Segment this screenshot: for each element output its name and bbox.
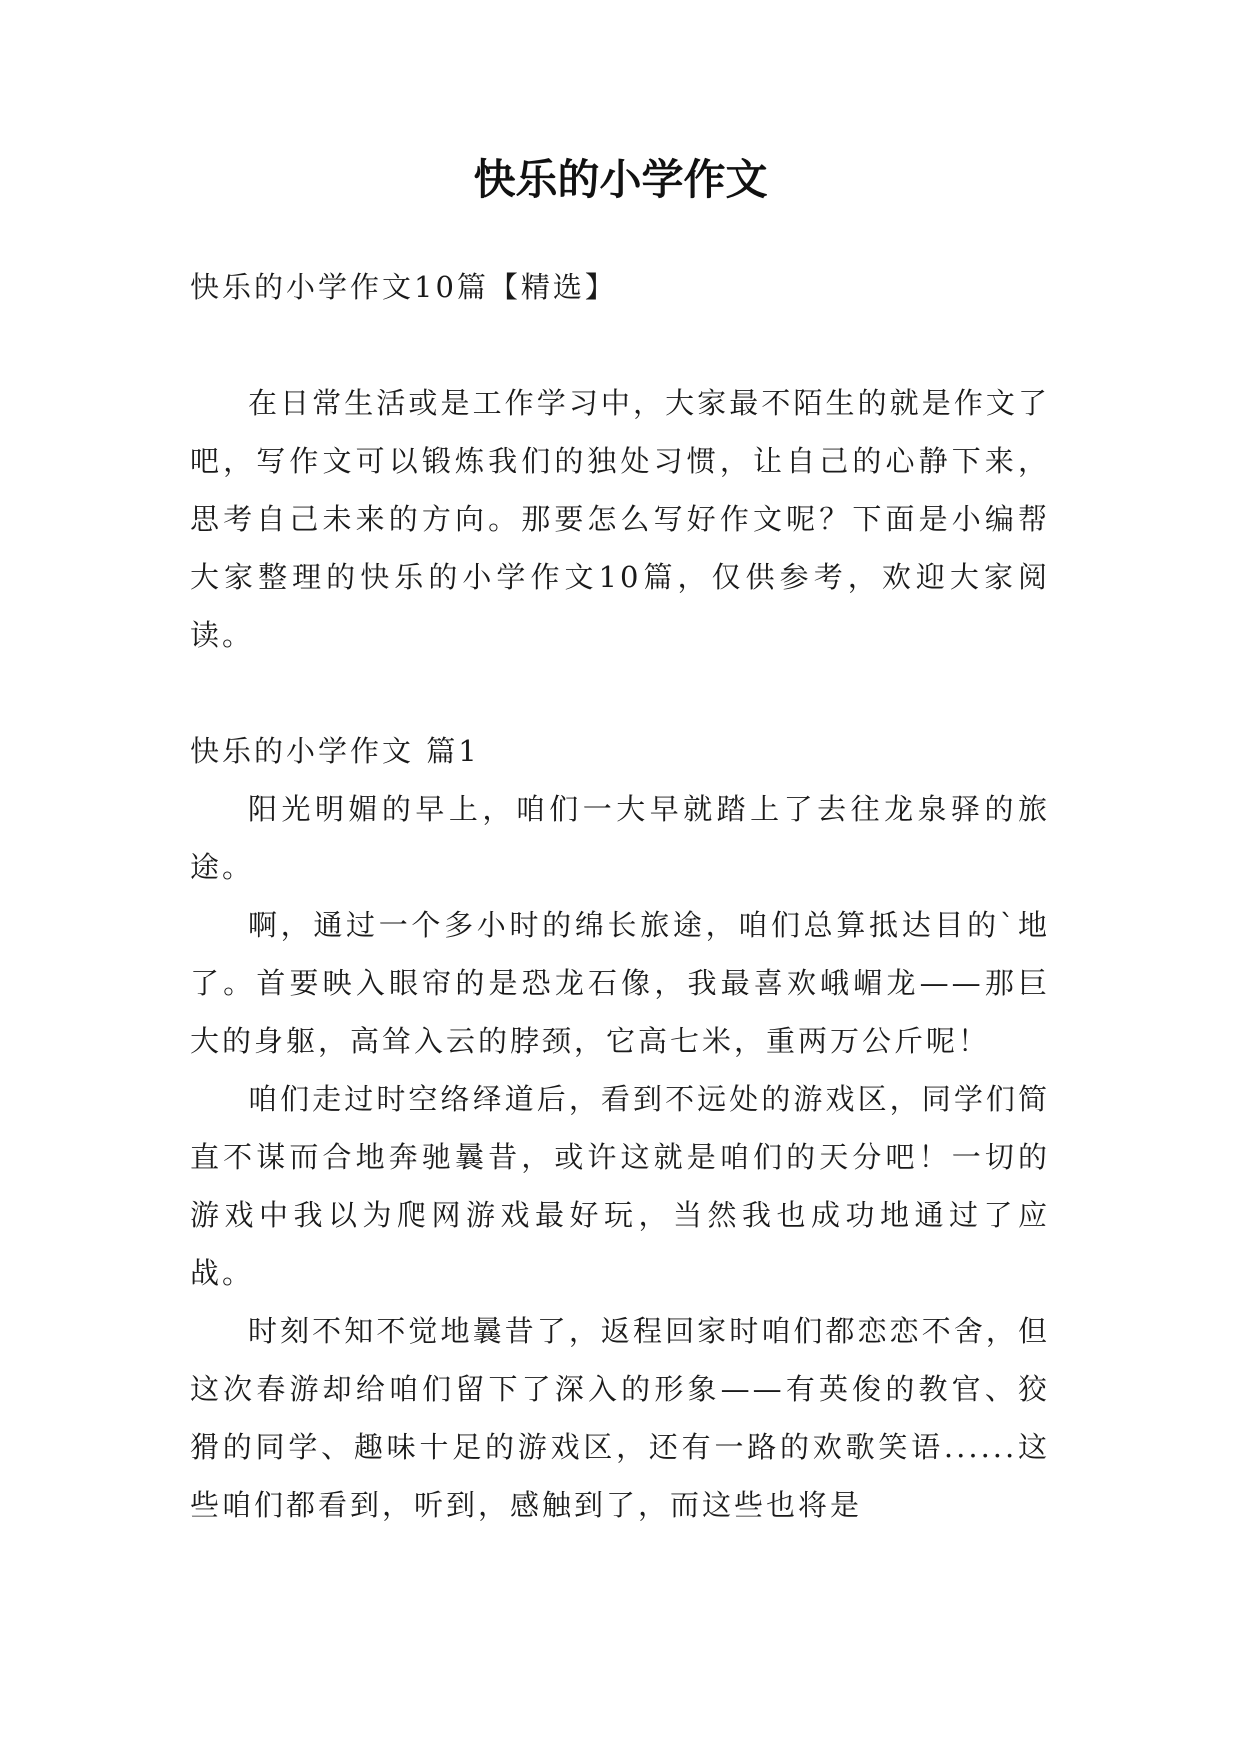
body-paragraph: 啊，通过一个多小时的绵长旅途，咱们总算抵达目的`地了。首要映入眼帘的是恐龙石像，我最喜欢峨嵋龙——那巨大的身躯，高耸入云的脖颈，它高七米，重两万公斤呢！	[190, 908, 1050, 1058]
body-paragraph: 咱们走过时空络绎道后，看到不远处的游戏区，同学们简直不谋而合地奔驰曩昔，或许这就是咱们的天分吧！一切的游戏中我以为爬网游戏最好玩，当然我也成功地通过了应战。	[190, 1082, 1050, 1290]
document-subtitle: 快乐的小学作文10篇【精选】	[190, 270, 617, 304]
spacer	[190, 316, 1050, 374]
intro-paragraph: 在日常生活或是工作学习中，大家最不陌生的就是作文了吧，写作文可以锻炼我们的独处习惯，让自己的心静下来，思考自己未来的方向。那要怎么写好作文呢？下面是小编帮大家整理的快乐的小学作文10篇，仅供参考，欢迎大家阅读。	[190, 386, 1050, 652]
section-heading: 快乐的小学作文 篇1	[190, 734, 480, 768]
spacer	[190, 664, 1050, 722]
document-title: 快乐的小学作文	[473, 155, 768, 204]
body-paragraph: 阳光明媚的早上，咱们一大早就踏上了去往龙泉驿的旅途。	[190, 792, 1050, 884]
body-paragraph: 时刻不知不觉地曩昔了，返程回家时咱们都恋恋不舍，但这次春游却给咱们留下了深入的形象——有英俊的教官、狡猾的同学、趣味十足的游戏区，还有一路的欢歌笑语......这些咱们都看到，听到，感触到了，而这些也将是	[190, 1314, 1050, 1522]
document-body	[190, 258, 1050, 1534]
